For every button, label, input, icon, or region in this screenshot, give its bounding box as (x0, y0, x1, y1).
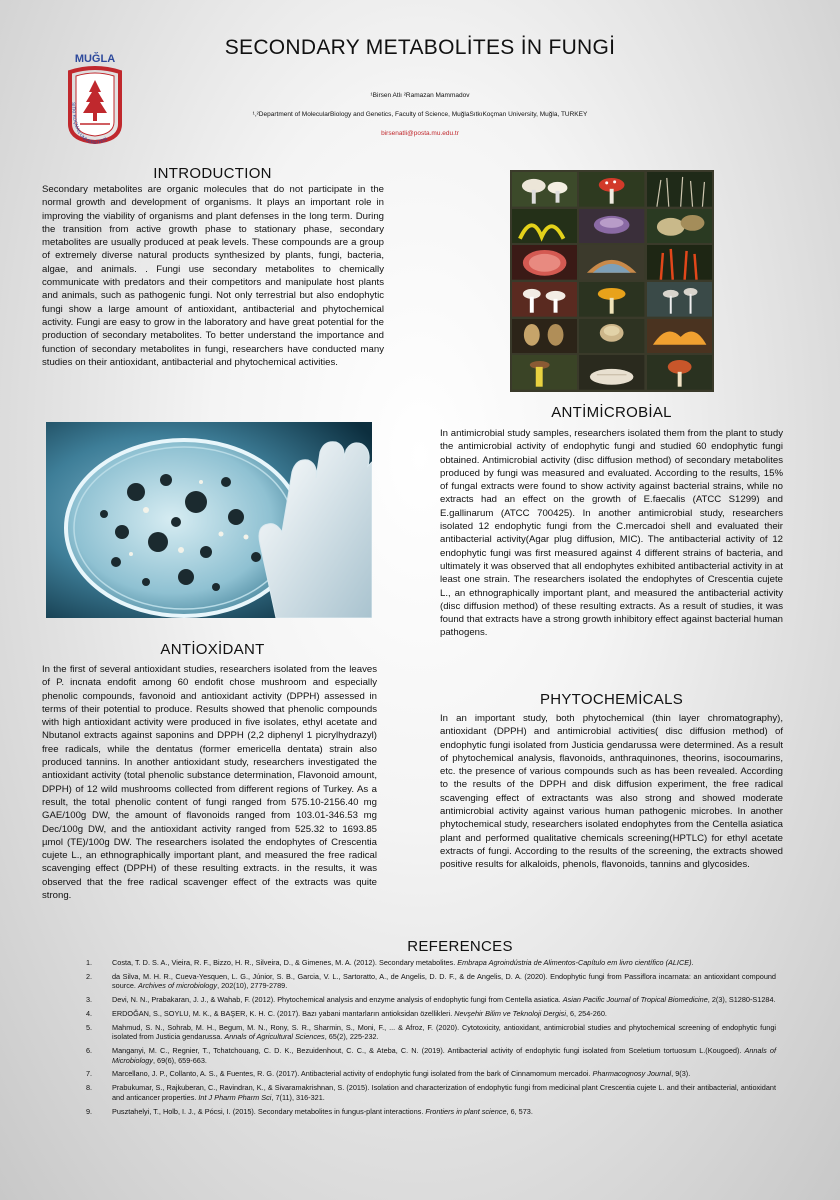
reference-item: 7. Marcellano, J. P., Collanto, A. S., & Fuentes, R. G. (2017). Antibacterial activity of endophytic fungi isolated from the bark of Cinnamomum mercadoi. Pharmacognosy Journal, 9(3). (86, 1069, 691, 1079)
reference-journal: Annals of Microbiology (112, 1046, 776, 1065)
reference-item: 6. Manganyi, M. C., Regnier, T., Tchatchouang, C. D. K., Bezuidenhout, C. C., & Ateba, C. N. (2019). Antibacterial activity of endophytic fungi isolated from Sceletium tortuosum L.(Kougoed). Annals of Microbiology, 69(6), 659-663. (86, 1046, 776, 1065)
mushroom-photo (647, 319, 712, 354)
reference-number: 8. (86, 1083, 93, 1093)
reference-number: 5. (86, 1022, 93, 1032)
mushroom-photo (579, 245, 644, 280)
mushroom-photo (579, 282, 644, 317)
reference-number: 9. (86, 1106, 93, 1116)
reference-item: 4. ERDOĞAN, S., SOYLU, M. K., & BAŞER, K. H. C. (2017). Bazı yabani mantarların antioksidan özellikleri. Nevşehir Bilim ve Teknoloji Dergisi, 6, 254-260. (86, 1008, 607, 1018)
mushroom-photo (512, 245, 577, 280)
reference-item: 2. da Silva, M. H. R., Cueva-Yesquen, L. G., Júnior, S. B., Garcia, V. L., Sartoratto, A., de Angelis, D. D. F., & de Angelis, D. A. (2020). Endophytic fungi from Passiflora incarnata: an antioxidant compound source. Archives of microbiology, 202(10), 2779-2789. (86, 971, 776, 991)
logo-text: MUĞLA (74, 53, 116, 65)
reference-journal: Frontiers in plant science (425, 1106, 507, 1116)
reference-number: 2. (86, 971, 93, 981)
antimicrobial-text: In antimicrobial study samples, researchers isolated them from the plant to study the antimicrobial activity of endophytic fungi and studied 60 endophytic fungi obtained. Antimicrobial activity (disc diffusion method) of secondary metabolites produced by fungi was measured and evaluated. According to the results, 15% of fungal extracts were found to show activity against bacterial strains, while no extracts had an effect on the growth of E.faecalis (ATCC S1299) and E.gallinarum (ATCC 700425). In another antimicrobial study, researchers isolated 12 endophytic fungi from the C.mercadoi shell and evaluated their antibacterial activity(Agar plug diffusion, MIC). The antibacterial activity of 12 endophytic fungi was first measured against 4 different strains of bacteria, and ultimately it was observed that all endophytes exhibited antibacterial activity in at least one strain. The researchers isolated the endophytes of Crescentia cujete L., an ethnographically important plant, and measured the antibacterial activity (disc diffusion method) of these resulting extracts. As a result of studies, it was found that extracts have a strong growth inhibitory effect against bacterial human pathogens. (440, 428, 783, 639)
email: birsenatli@posta.mu.edu.tr (381, 130, 459, 137)
reference-journal: Int J Pharm Pharm Sci (198, 1092, 272, 1102)
mushroom-photo (579, 172, 644, 207)
antimicrobial-heading: ANTİMİCROBİAL (551, 404, 672, 421)
petri-dish-photo (46, 422, 372, 618)
references-heading: REFERENCES (407, 938, 513, 955)
reference-journal: Archives of microbiology (137, 981, 218, 991)
mushroom-photo (579, 319, 644, 354)
mushroom-photo (579, 209, 644, 244)
reference-journal: Asian Pacific Journal of Tropical Biomedicine (562, 995, 708, 1005)
mushroom-photo (647, 282, 712, 317)
phytochemicals-text: In an important study, both phytochemical (thin layer chromatography), antioxidant (DPPH) and antimicrobial activities( disc diffusion method) of endophytic fungi isolated from Justicia gendarussa were determined. As a result of phytochemical analysis, flavonoids, anthraquinones, theorins, isocoumarins, etc. the presence of various compounds such as has been revealed. According to the results of the DPPH and disk diffusion experiment, the free radical scavenging effect of extractants was also strong and showed moderate antimicrobial activity against various human pathogenic microbes. In another phytochemical study, researchers isolated endophytes from the Centella asiatica plant and performed qualitative chemicals screening(HPTLC) for ethyl acetate extracts of fungi. According to the results of the screening, the extracts showed positive results for alkaloids, phenols, flavonoids, tannins and glycosides. (440, 713, 783, 871)
mushroom-photo (512, 319, 577, 354)
mushroom-photo (512, 209, 577, 244)
phytochemicals-heading: PHYTOCHEMİCALS (539, 691, 684, 708)
mushroom-photo (512, 172, 577, 207)
mushroom-photo (512, 282, 577, 317)
antioxidant-text: In the first of several antioxidant studies, researchers isolated from the leaves of P. incnata endofit among 60 endofit chose mushroom and especially phenolic compounds, favonoid and antioxidant activity (DPPH) assessed in terms of their potential to produce. Results showed that phenolic compounds with high antioxidant activity were produced in five isolates, ethyl acetate and Nbutanol extracts against saponins and DPPH (2,2 diphenyl 1 picrylhydrazyl) free radicals, while the dentatus (former emericella dentata) strain also produced tannins. In another antioxidant study, researchers investigated the antioxidant activity (total phenolic substance determination, Flavonoid amount, DPPH) of 12 wild mushrooms collected from different regions of Turkey. As a result, the total phenolic content of fungi ranged from 575.10-2156.40 mg GAE/100g DW, the amount of flavonoids ranged from 103.01-346.53 mg Dec/100g DW, and the antioxidant activity ranged from 525.32 to 1693.85 µmol (TE)/100g DW. The researchers isolated the endophytes of Crescentia cujete L., an ethnographically important plant, and measured the free radical scavenging effect (DPPH) of these resulting extracts. in the results, it was observed that the free radical scavenger effect of the extracts was quite strong. (42, 664, 377, 902)
mushroom-photo (647, 245, 712, 280)
reference-number: 1. (86, 958, 93, 967)
reference-item: 8. Prabukumar, S., Rajkuberan, C., Ravindran, K., & Sivaramakrishnan, S. (2015). Isolation and characterization of endophytic fungi from medicinal plant Crescentia cujete L. and their antibacterial, antioxidant and anticancer properties. Int J Pharm Pharm Sci, 7(11), 316-321. (86, 1083, 776, 1102)
reference-number: 3. (86, 995, 93, 1005)
authors: ¹Birsen Atlı ²Ramazan Mammadov (370, 92, 470, 99)
reference-item: 5. Mahmud, S. N., Sohrab, M. H., Begum, M. N., Rony, S. R., Sharmin, S., Moni, F., ... & Afroz, F. (2020). Cytotoxicity, antioxidant, antimicrobial studies and phytochemical screening of endophytic fungi isolated from Justicia gendarussa. Annals of Agricultural Sciences, 65(2), 225-232. (86, 1022, 776, 1042)
reference-item: 9. Pusztahelyi, T., Holb, I. J., & Pócsi, I. (2015). Secondary metabolites in fungus-plant interactions. Frontiers in plant science, 6, 573. (86, 1106, 533, 1116)
mushroom-photo (647, 355, 712, 390)
reference-number: 6. (86, 1046, 93, 1056)
poster-title: SECONDARY METABOLİTES İN FUNGİ (224, 36, 616, 59)
reference-item: 3. Devi, N. N., Prabakaran, J. J., & Wahab, F. (2012). Phytochemical analysis and enzyme analysis of endophytic fungi from Centella asiatica. Asian Pacific Journal of Tropical Biomedicine, 2(3), S1280-S1284. (86, 995, 776, 1005)
reference-item: 1. Costa, T. D. S. A., Vieira, R. F., Bizzo, H. R., Silveira, D., & Gimenes, M. A. (2012). Secondary metabolites. Embrapa Agroindústria de Alimentos-Capítulo em livro científico (ALICE). (86, 958, 694, 967)
reference-journal: Nevşehir Bilim ve Teknoloji Dergisi (454, 1008, 566, 1018)
mushroom-collage (510, 170, 714, 392)
affiliation: ¹,²Department of MolecularBiology and Genetics, Faculty of Science, MuğlaSıtkıKoçman University, Muğla, TURKEY (252, 111, 588, 118)
reference-journal: Embrapa Agroindústria de Alimentos-Capítulo em livro científico (ALICE) (457, 958, 692, 967)
antioxidant-heading: ANTİOXİDANT (160, 641, 265, 658)
reference-journal: Annals of Agricultural Sciences (224, 1032, 325, 1042)
reference-number: 4. (86, 1008, 93, 1018)
introduction-heading: INTRODUCTION (153, 165, 272, 182)
mushroom-photo (647, 209, 712, 244)
logo-ring-text: SITKI KOÇMAN ÜNİVERSİTESİ (70, 102, 109, 146)
reference-number: 7. (86, 1069, 93, 1079)
reference-journal: Pharmacognosy Journal (592, 1069, 672, 1079)
references-list (86, 958, 776, 1120)
mushroom-photo (512, 355, 577, 390)
mushroom-photo (647, 172, 712, 207)
mushroom-photo (579, 355, 644, 390)
introduction-text: Secondary metabolites are organic molecules that do not participate in the normal growth and development of organisms. It plays an important role in improving the viability of organisms and plant defenses in the long term. During the transition from active growth phase to stationary phase, secondary metabolites are usually produced at peak levels. These compounds are a group of extremely diverse natural products synthesized by plants, fungi, bacteria, algae, and animals. . Fungi use secondary metabolites to chemically communicate with predators and their competitors and manipulate host plants and animals, such as pathogenic fungi. Not only terrestrial but also endophytic fungi show a large amount of antioxidant, antibacterial and phytochemical activity. Fungi are easy to grow in the laboratory and have great potential for the production of secondary metabolites. To better understand the importance and function of secondary metabolites in fungi, researchers have conducted many studies on their antioxidant, antibacterial and phytochemical activities. (42, 184, 384, 368)
